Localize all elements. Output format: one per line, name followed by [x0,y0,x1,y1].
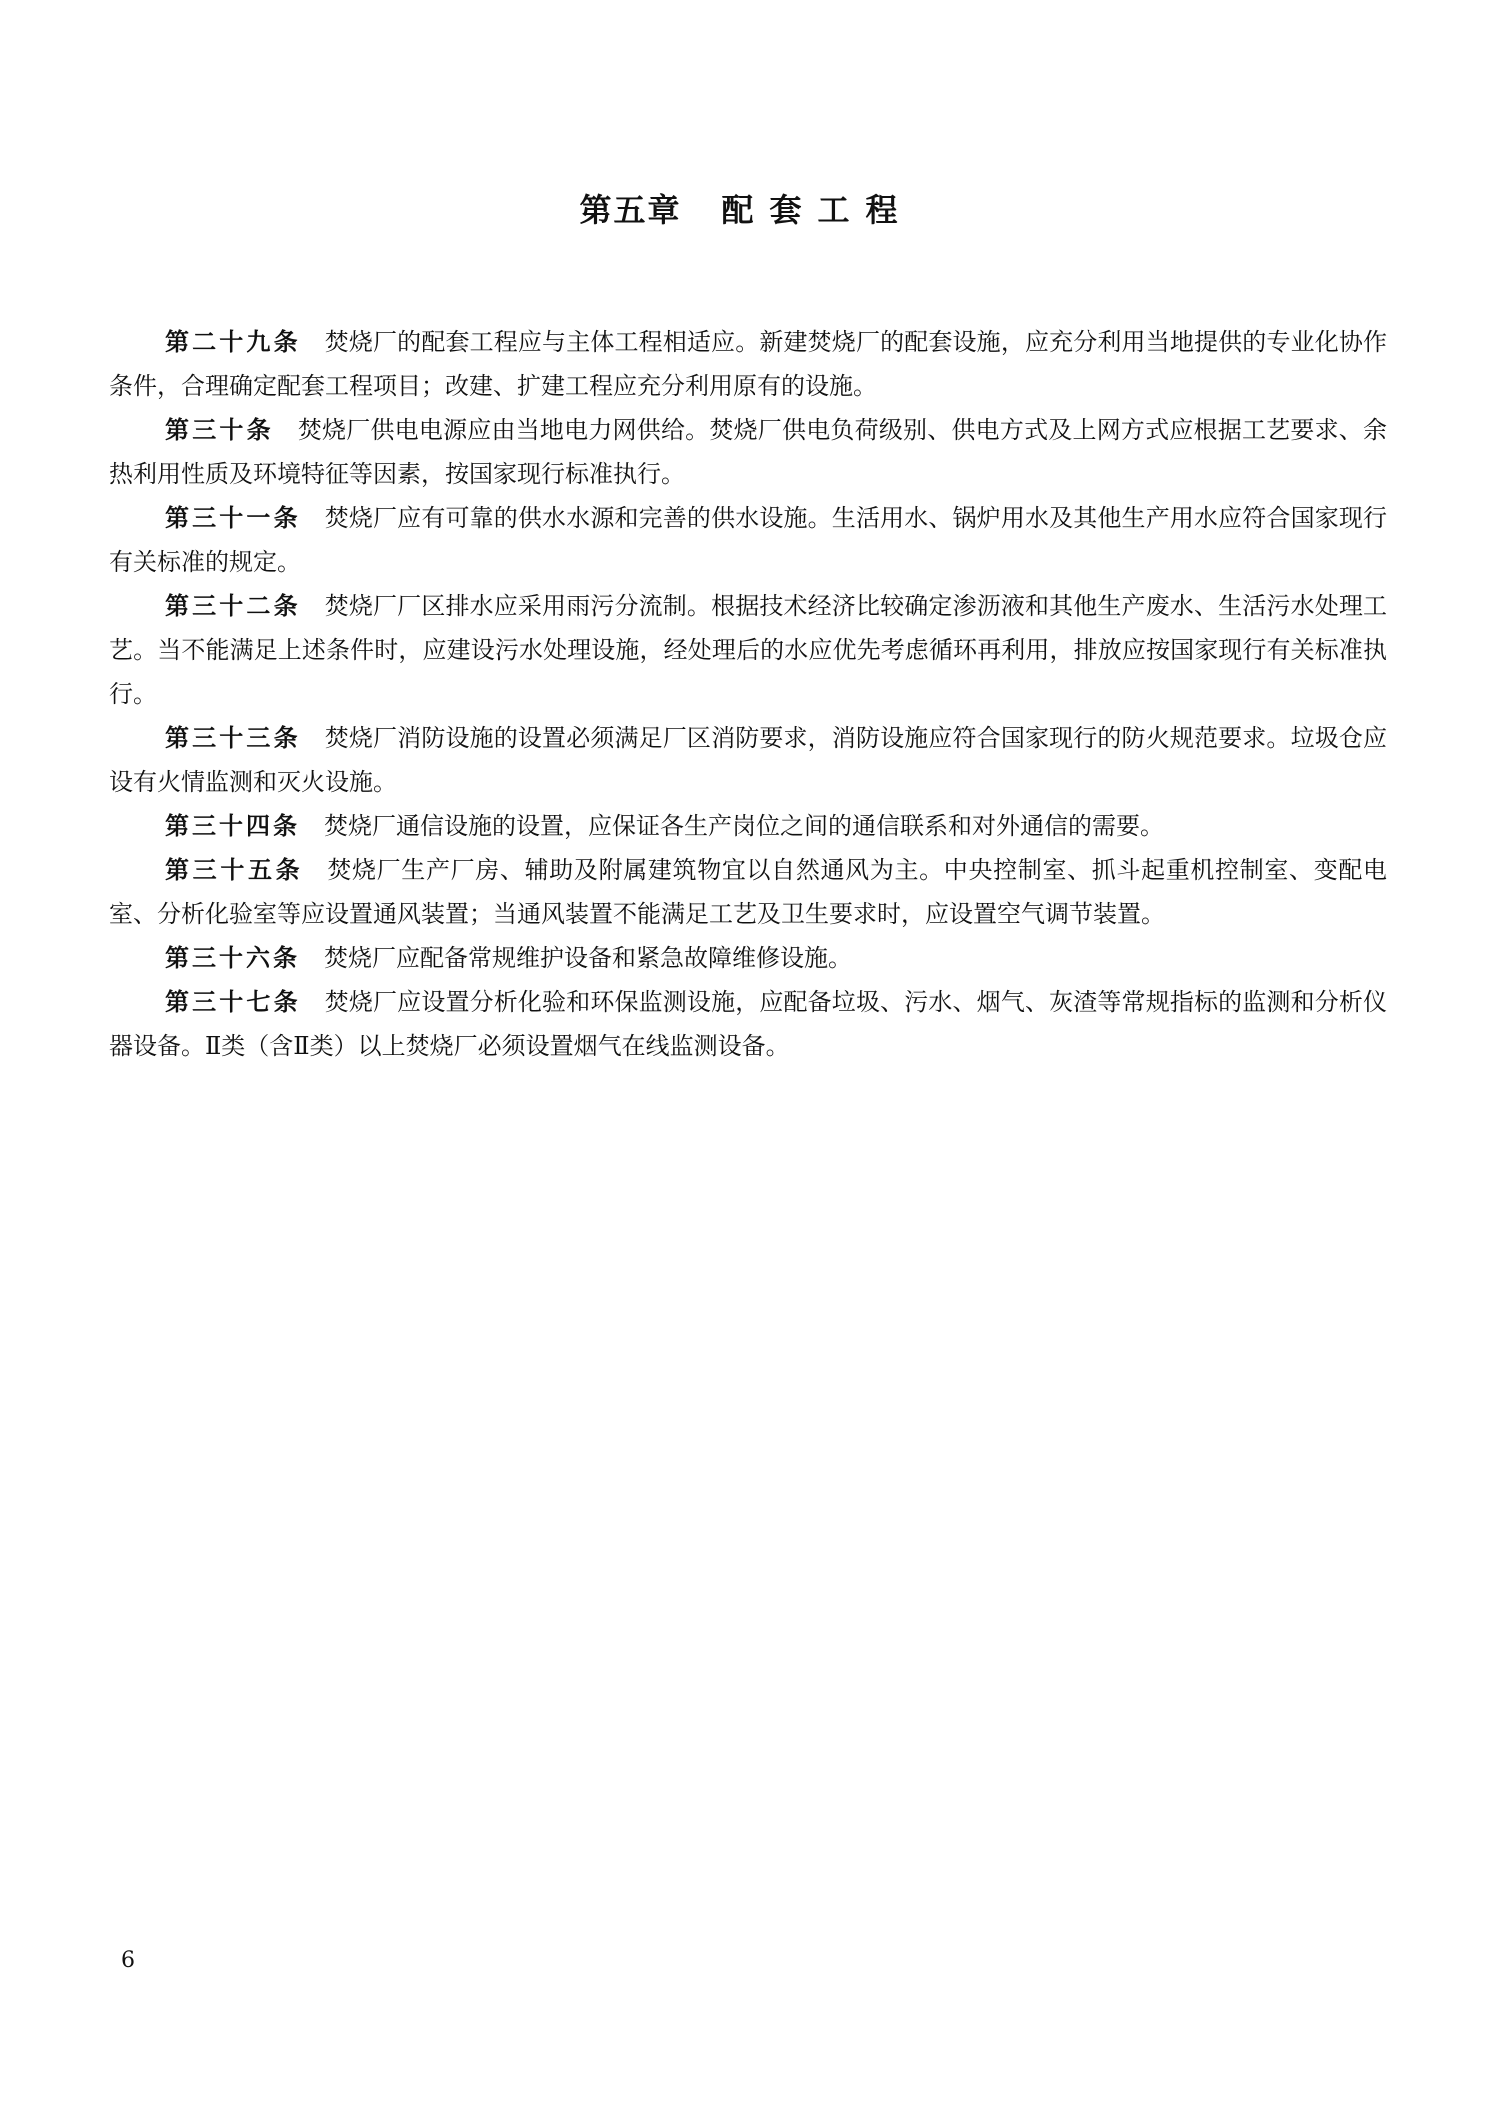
article-number: 第三十三条 [165,724,301,752]
article-number: 第三十一条 [165,504,301,532]
article-text: 焚烧厂应有可靠的供水水源和完善的供水设施。生活用水、锅炉用水及其他生产用水应符合国家现行有关标准的规定。 [109,504,1388,576]
article-number: 第三十六条 [165,944,300,972]
article-number: 第三十二条 [165,592,301,620]
article-number: 第二十九条 [165,328,301,356]
article-29 [109,320,1387,408]
article-number: 第三十四条 [165,812,300,840]
article-list [109,320,1387,1068]
article-text: 焚烧厂厂区排水应采用雨污分流制。根据技术经济比较确定渗沥液和其他生产废水、生活污水处理工艺。当不能满足上述条件时，应建设污水处理设施，经处理后的水应优先考虑循环再利用，排放应按国家现行有关标准执行。 [109,592,1388,708]
article-text: 焚烧厂应设置分析化验和环保监测设施，应配备垃圾、污水、烟气、灰渣等常规指标的监测和分析仪器设备。Ⅱ类（含Ⅱ类）以上焚烧厂必须设置烟气在线监测设备。 [109,988,1388,1060]
article-number: 第三十条 [165,416,274,444]
article-text: 焚烧厂应配备常规维护设备和紧急故障维修设施。 [324,944,852,972]
article-text: 焚烧厂消防设施的设置必须满足厂区消防要求，消防设施应符合国家现行的防火规范要求。垃圾仓应设有火情监测和灭火设施。 [109,724,1388,796]
article-35 [109,848,1387,936]
article-33 [109,716,1387,804]
article-32 [109,584,1387,716]
article-34 [109,804,1387,848]
chapter-name: 配套工程 [721,191,914,229]
article-text: 焚烧厂的配套工程应与主体工程相适应。新建焚烧厂的配套设施，应充分利用当地提供的专业化协作条件，合理确定配套工程项目；改建、扩建工程应充分利用原有的设施。 [109,328,1388,400]
article-37 [109,980,1387,1068]
article-number: 第三十五条 [165,856,304,884]
article-30 [109,408,1387,496]
article-number: 第三十七条 [165,988,301,1016]
article-36 [109,936,1387,980]
chapter-number: 第五章 [579,191,682,229]
article-31 [109,496,1387,584]
chapter-title [0,185,1493,231]
article-text: 焚烧厂生产厂房、辅助及附属建筑物宜以自然通风为主。中央控制室、抓斗起重机控制室、变配电室、分析化验室等应设置通风装置；当通风装置不能满足工艺及卫生要求时，应设置空气调节装置。 [109,856,1388,928]
page-number: 6 [121,1948,135,1973]
article-text: 焚烧厂通信设施的设置，应保证各生产岗位之间的通信联系和对外通信的需要。 [324,812,1164,840]
article-text: 焚烧厂供电电源应由当地电力网供给。焚烧厂供电负荷级别、供电方式及上网方式应根据工艺要求、余热利用性质及环境特征等因素，按国家现行标准执行。 [109,416,1388,488]
